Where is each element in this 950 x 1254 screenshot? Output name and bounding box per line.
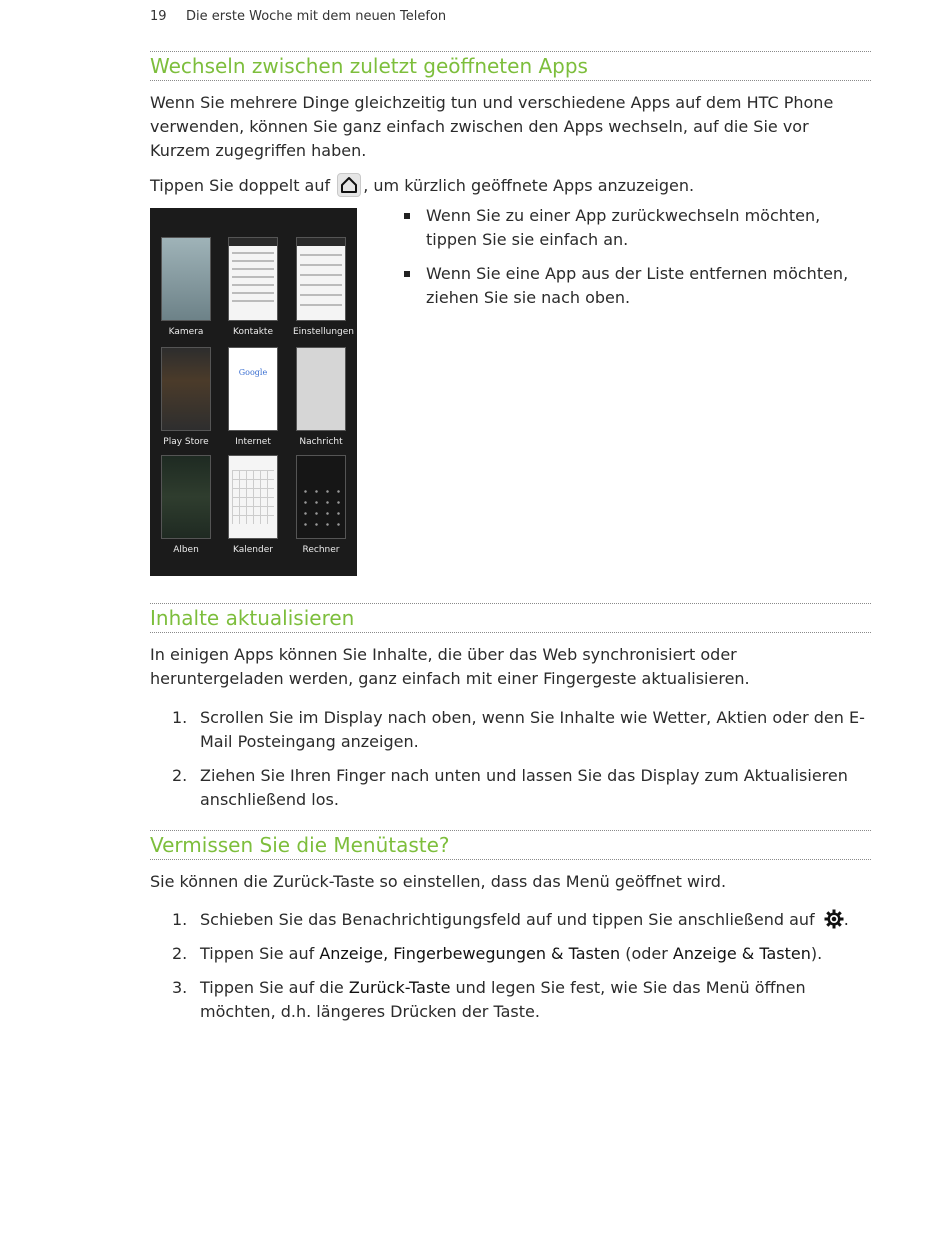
- section-intro: Wenn Sie mehrere Dinge gleichzeitig tun und verschiedene Apps auf dem HTC Phone verwenden, können Sie ganz einfach zwischen den Apps wechseln, auf die Sie vor Kurzem zugegriffen haben.: [150, 93, 834, 160]
- app-label: Play Store: [163, 437, 209, 447]
- app-thumbnail-kamera: [158, 237, 214, 337]
- app-thumbnail-nachricht: [293, 347, 349, 447]
- app-label: Rechner: [302, 545, 340, 555]
- list-item: Wenn Sie zu einer App zurückwechseln möchten, tippen Sie sie einfach an.: [400, 204, 871, 252]
- page-number: 19: [150, 9, 167, 24]
- tap-instruction-after: , um kürzlich geöffnete Apps anzuzeigen.: [363, 176, 695, 195]
- app-label: Kalender: [233, 545, 273, 555]
- app-thumbnail-kalender: [225, 455, 281, 555]
- section-refresh-content: [150, 603, 871, 822]
- section-menu-key: [150, 830, 871, 1034]
- section-intro: Sie können die Zurück-Taste so einstellen, dass das Menü geöffnet wird.: [150, 872, 727, 891]
- setting-name: Zurück-Taste: [348, 978, 451, 997]
- step-text: Tippen Sie auf: [200, 944, 320, 963]
- app-preview: [161, 455, 211, 539]
- step-number: 3.: [172, 978, 188, 997]
- app-label: Kontakte: [233, 327, 273, 337]
- section-heading: Vermissen Sie die Menütaste?: [150, 830, 871, 860]
- app-preview: [228, 237, 278, 321]
- list-item: [150, 976, 871, 1024]
- setting-name: Anzeige & Tasten: [672, 944, 811, 963]
- recent-apps-screenshot: [150, 208, 357, 576]
- step-end: ).: [810, 944, 823, 963]
- app-preview: [228, 347, 278, 431]
- app-label: Einstellungen: [293, 327, 355, 337]
- step-end: .: [843, 910, 849, 929]
- app-preview: [296, 347, 346, 431]
- app-label: Nachricht: [299, 437, 343, 447]
- step-text: (oder: [620, 944, 673, 963]
- app-thumbnail-internet: [225, 347, 281, 447]
- section-recent-apps: [150, 51, 871, 198]
- app-thumbnail-rechner: [293, 455, 349, 555]
- app-label: Alben: [173, 545, 199, 555]
- step-number: 2.: [172, 766, 188, 785]
- app-preview: [228, 455, 278, 539]
- app-thumbnail-play-store: [158, 347, 214, 447]
- google-logo-text: Google: [238, 368, 268, 377]
- step-text: und legen Sie fest, wie Sie das Menü öffnen möchten, d.h. längeres Drücken der Taste.: [200, 978, 806, 1021]
- home-icon: [337, 173, 361, 197]
- steps-list: [150, 908, 871, 1024]
- step-text: Tippen Sie auf die: [200, 978, 349, 997]
- list-item: [150, 908, 871, 932]
- list-item: Wenn Sie eine App aus der Liste entfernen möchten, ziehen Sie sie nach oben.: [400, 262, 871, 310]
- recent-apps-tips: [400, 204, 871, 320]
- step-number: 1.: [172, 910, 188, 929]
- list-item: [150, 706, 871, 754]
- gear-icon: [824, 909, 844, 929]
- steps-list: [150, 706, 871, 812]
- app-label: Kamera: [168, 327, 204, 337]
- step-text: Scrollen Sie im Display nach oben, wenn Sie Inhalte wie Wetter, Aktien oder den E-Mail Posteingang anzeigen.: [200, 708, 865, 751]
- tap-instruction: [150, 173, 871, 198]
- section-intro: In einigen Apps können Sie Inhalte, die über das Web synchronisiert oder heruntergeladen werden, ganz einfach mit einer Fingergeste aktualisieren.: [150, 645, 750, 688]
- step-text: Schieben Sie das Benachrichtigungsfeld auf und tippen Sie anschließend auf: [200, 910, 815, 929]
- step-text: Ziehen Sie Ihren Finger nach unten und lassen Sie das Display zum Aktualisieren anschließend los.: [200, 766, 848, 809]
- tap-instruction-before: Tippen Sie doppelt auf: [150, 176, 331, 195]
- app-thumbnail-einstellungen: [293, 237, 355, 337]
- app-preview: [296, 237, 346, 321]
- app-preview: [296, 455, 346, 539]
- chapter-title: Die erste Woche mit dem neuen Telefon: [186, 9, 447, 24]
- section-heading: Wechseln zwischen zuletzt geöffneten Apps: [150, 51, 871, 81]
- app-label: Internet: [235, 437, 271, 447]
- step-number: 2.: [172, 944, 188, 963]
- list-item: [150, 764, 871, 812]
- app-thumbnail-alben: [158, 455, 214, 555]
- step-number: 1.: [172, 708, 188, 727]
- setting-name: Anzeige, Fingerbewegungen & Tasten: [319, 944, 621, 963]
- app-preview: [161, 347, 211, 431]
- app-preview: [161, 237, 211, 321]
- app-thumbnail-kontakte: [225, 237, 281, 337]
- list-item: [150, 942, 871, 966]
- page-header: [150, 9, 446, 24]
- section-heading: Inhalte aktualisieren: [150, 603, 871, 633]
